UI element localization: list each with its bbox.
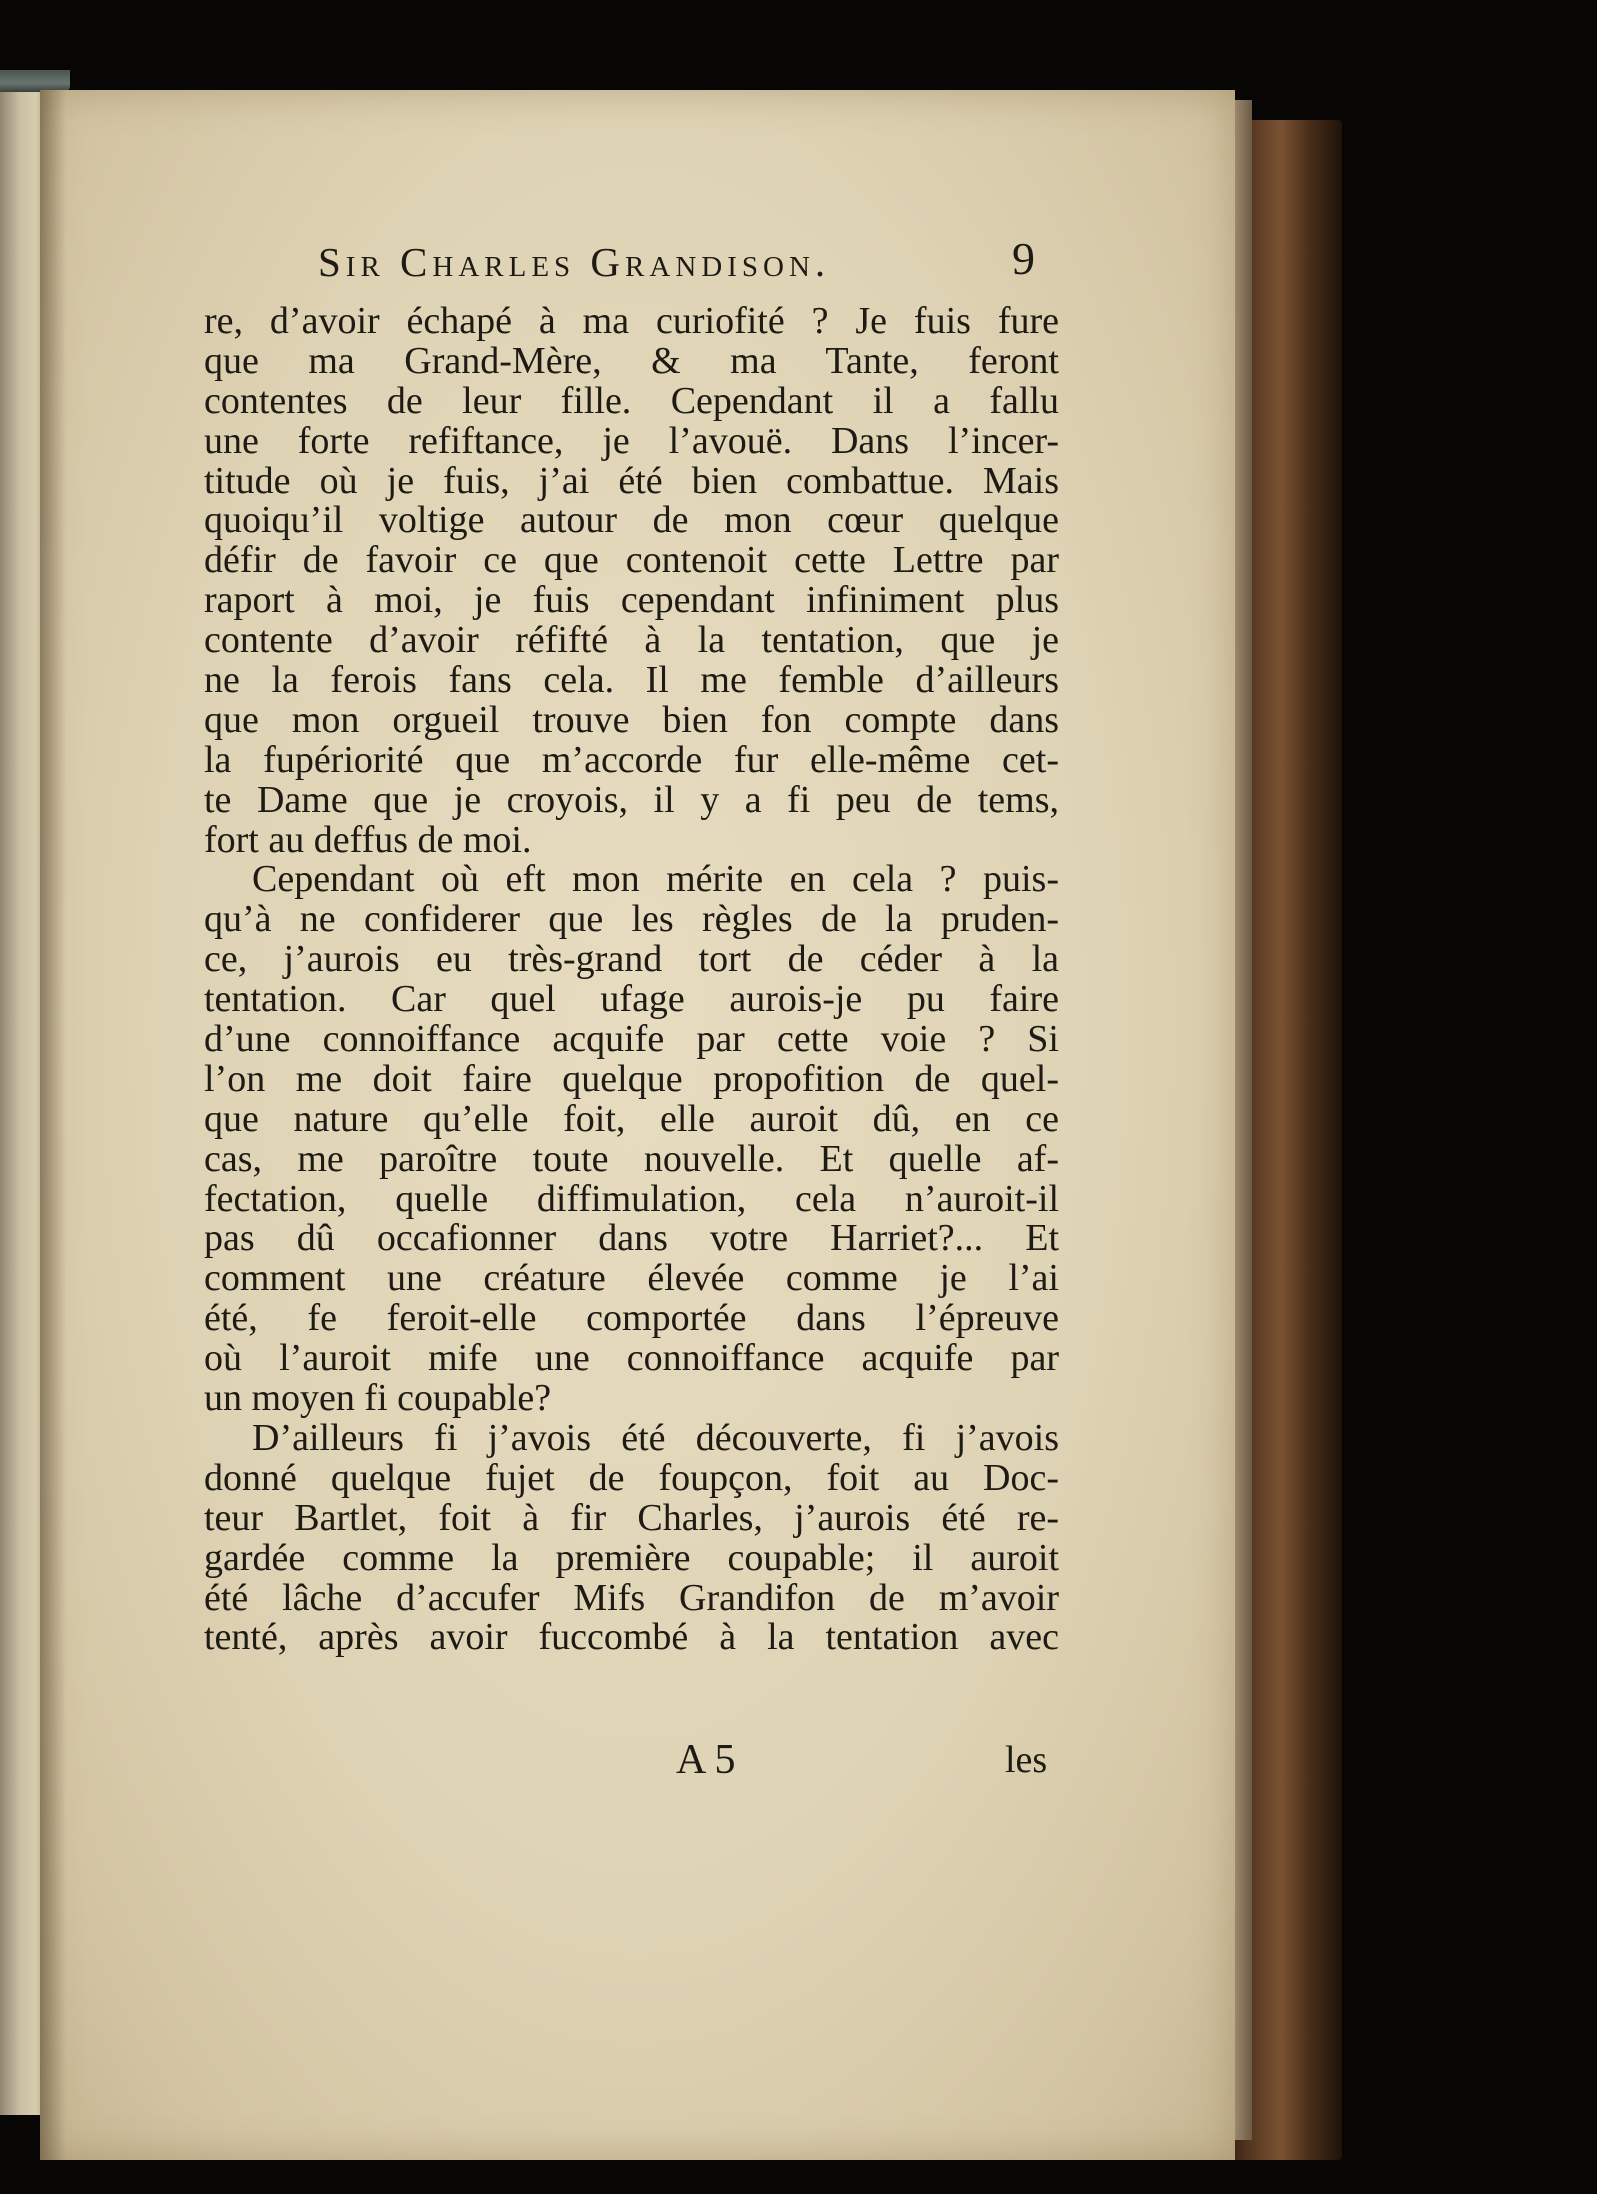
text-line: tentation. Car quel ufage aurois-je pu faire	[204, 978, 1059, 1021]
text-line: tenté, après avoir fuccombé à la tentation avec	[204, 1616, 1059, 1659]
page-number: 9	[1012, 233, 1035, 284]
text-line: pas dû occafionner dans votre Harriet?... Et	[204, 1217, 1059, 1260]
text-line: qu’à ne confiderer que les règles de la pruden-	[204, 898, 1059, 941]
text-line: fectation, quelle diffimulation, cela n’auroit-il	[204, 1177, 1059, 1220]
text-line: où l’auroit mife une connoiffance acquife par	[204, 1337, 1059, 1380]
text-line: contente d’avoir réfifté à la tentation, que je	[204, 619, 1059, 662]
text-line: un moyen fi coupable?	[204, 1377, 552, 1420]
text-line: D’ailleurs fi j’avois été découverte, fi j’avois	[252, 1416, 1059, 1459]
body-text	[204, 302, 1059, 1658]
text-line: titude où je fuis, j’ai été bien combattue. Mais	[204, 459, 1059, 502]
text-line: été, fe feroit-elle comportée dans l’épreuve	[204, 1297, 1059, 1340]
text-line: contentes de leur fille. Cependant il a fallu	[204, 379, 1059, 422]
text-line: fort au deffus de moi.	[204, 818, 532, 861]
text-line: comment une créature élevée comme je l’ai	[204, 1257, 1059, 1300]
signature-mark: A 5	[676, 1737, 736, 1783]
catchword: les	[1005, 1739, 1048, 1781]
text-line: l’on me doit faire quelque propofition de quel-	[204, 1057, 1059, 1100]
text-line: d’une connoiffance acquife par cette voie ? Si	[204, 1018, 1059, 1061]
page-gutter-shadow	[40, 90, 66, 2160]
text-line: Cependant où eft mon mérite en cela ? puis-	[252, 858, 1059, 901]
binding-thread	[0, 70, 70, 92]
text-line: été lâche d’accufer Mifs Grandifon de m’avoir	[204, 1576, 1059, 1619]
text-line: que nature qu’elle foit, elle auroit dû, en ce	[204, 1097, 1059, 1140]
text-line: que mon orgueil trouve bien fon compte dans	[204, 698, 1059, 741]
text-line: donné quelque fujet de foupçon, foit au Doc-	[204, 1456, 1059, 1499]
text-line: que ma Grand-Mère, & ma Tante, feront	[204, 339, 1059, 382]
text-line: la fupériorité que m’accorde fur elle-même cet-	[204, 738, 1059, 781]
text-line: teur Bartlet, foit à fir Charles, j’aurois été re-	[204, 1496, 1059, 1539]
text-line: raport à moi, je fuis cependant infiniment plus	[204, 579, 1059, 622]
text-line: quoiqu’il voltige autour de mon cœur quelque	[204, 499, 1059, 542]
text-line: gardée comme la première coupable; il auroit	[204, 1536, 1059, 1579]
text-line: ne la ferois fans cela. Il me femble d’ailleurs	[204, 659, 1059, 702]
running-head: Sir Charles Grandison.	[318, 239, 831, 285]
text-line: cas, me paroître toute nouvelle. Et quelle af-	[204, 1137, 1059, 1180]
text-line: une forte refiftance, je l’avouë. Dans l’incer-	[204, 419, 1059, 462]
text-line: te Dame que je croyois, il y a fi peu de tems,	[204, 778, 1059, 821]
text-line: défir de favoir ce que contenoit cette Lettre par	[204, 539, 1059, 582]
text-line: ce, j’aurois eu très-grand tort de céder à la	[204, 938, 1059, 981]
text-line: re, d’avoir échapé à ma curiofité ? Je fuis fure	[204, 300, 1059, 342]
